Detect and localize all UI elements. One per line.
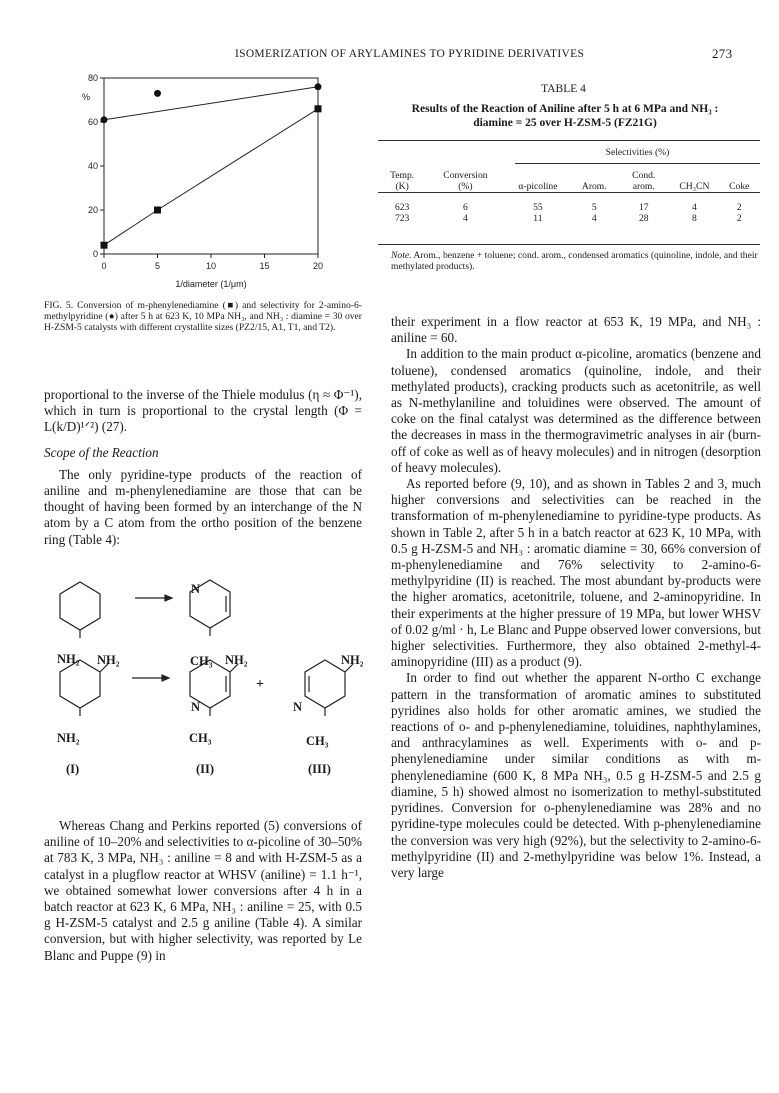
table-4-header-cell: Cond. <box>632 170 656 181</box>
table-4-header-cell: CH₃CN <box>679 181 710 192</box>
table-4-selectivities-header: Selectivities (%) <box>605 147 670 158</box>
compound-number-i: (I) <box>66 762 80 776</box>
chem-label-nh2: NH₂ <box>97 653 120 667</box>
table-4-header-row-2 <box>378 181 760 193</box>
page-number: 273 <box>712 46 733 61</box>
table-4-header-cell <box>505 170 572 181</box>
table-cell: 4 <box>691 202 697 213</box>
y-tick-label: 40 <box>87 161 98 171</box>
figure-caption: FIG. 5. Conversion of m-phenylenediamine (■) and selectivity for 2-amino-6-methylpyridine (●) after 5 h at 623 K, 10 MPa NH₃, and NH₃ : diamine = 30 over H-ZSM-5 catalysts with different crystallite sizes (PZ2/15, A1, T1, and T2). <box>44 300 362 333</box>
chem-label-ch3: CH₃ <box>306 734 329 748</box>
paragraph: The only pyridine-type products of the reaction of aniline and m-phenylenediamine are those that can be thought of having been formed by an interchange of the N atom by a C atom from the ortho position of the benzene ring (Table 4): <box>44 466 362 547</box>
section-heading: Scope of the Reaction <box>44 444 159 460</box>
table-row <box>378 202 760 213</box>
table-4-header-cell: Arom. <box>581 181 607 192</box>
table-4-note <box>391 250 761 272</box>
table-4-label: TABLE 4 <box>541 83 586 95</box>
chem-label-nh2: NH₂ <box>225 653 248 667</box>
table-4-note-label: Note. <box>391 250 412 261</box>
table-4-rule-top <box>378 140 760 141</box>
table-4-header-cell: (K) <box>395 181 409 192</box>
x-tick-label: 15 <box>259 261 270 271</box>
figure-5-chart <box>70 70 360 300</box>
x-tick-label: 20 <box>312 261 324 271</box>
y-axis-label: % <box>81 92 91 102</box>
x-tick-label: 5 <box>154 261 161 271</box>
table-4-header-cell: Conversion <box>443 170 488 181</box>
conversion-series-line <box>104 109 318 245</box>
chem-label-nh2: NH₂ <box>57 652 80 666</box>
table-cell: 8 <box>691 213 697 224</box>
selectivity-series-line <box>104 87 318 120</box>
conversion-point <box>101 242 108 249</box>
table-4-title: Results of the Reaction of Aniline after 5 h at 6 MPa and NH₃ : diamine = 25 over H-ZSM-5 (FZ21G) <box>411 103 719 129</box>
table-4 <box>378 170 760 224</box>
paragraph: In addition to the main product α-picoline, aromatics (benzene and toluene), condensed aromatics (quinoline, indole, and their methylated products), cracking products such as acetonitrile, as well as N-methylaniline and toluidines were observed. The amount of coke on the final catalyst was determined as the difference between the decreases in mass in the thermogravimetric analyses in air (burn-off of coke as well as of heavy molecules) and in nitrogen (desorption of heavy molecules). <box>391 346 761 475</box>
chem-label-n: N <box>293 700 303 714</box>
conversion-point <box>154 207 161 214</box>
paragraph: As reported before (9, 10), and as shown in Tables 2 and 3, much higher conversions and selectivities can be reached in the transformation of m-phenylenediamine to pyridine-type products. As shown in Table 2, after 5 h in a batch reactor at 623 K, 10 MPa, with 0.5 g H-ZSM-5 and NH₃ : aromatic diamine = 30, 66% conversion of m-phenylenediamine and 76% selectivity to 2-amino-6-methylpyridine (II) is reached. The most abundant by-products were the higher aromatics, acetonitrile, toluene, and 2-aminopyridine. In their experiments at the higher pressure of 19 MPa, but lower WHSV of 0.02 g/ml · h, Le Blanc and Puppe observed lower conversions, but higher selectivities. Furthermore, they also obtained 2-methyl-4-aminopyridine (III) as a product (9). <box>391 476 761 670</box>
table-4-rule-bottom <box>378 244 760 245</box>
chem-label-n: N <box>191 700 201 714</box>
y-tick-label: 0 <box>92 249 98 259</box>
table-cell: 2 <box>736 213 742 224</box>
compound-number-ii: (II) <box>196 762 215 776</box>
paragraph: In order to find out whether the apparent N-ortho C exchange pattern in the transformation of aromatic amines to substituted pyridines also holds for other aromatic amines, we studied the reactions of o- and p-phenylenediamine, toluidines, naphthylamines, and anthracylamines as well. Experiments with o- and p-phenylenediamine under similar conditions as with m-phenylenediamine (600 K, 8 MPa NH₃, 0.5 g H-ZSM-5 and 2.5 g diamine, 5 h) showed almost no isomerization to methyl-substituted pyridines. Conversion for o-phenylenediamine was 28% and no pyridine-type molecules could be detected. With p-phenylenediamine the conversion was very high (92%), but the selectivity to 2-amino-6-methylpyridine (II) and 2-methylpyridine was below 1%. Instead, a very large <box>391 670 761 880</box>
paragraph: their experiment in a flow reactor at 653 K, 19 MPa, and NH₃ : aniline = 60. <box>391 314 761 346</box>
x-tick-label: 10 <box>205 261 217 271</box>
chem-label-ch3: CH₃ <box>189 731 212 745</box>
right-column <box>391 314 761 881</box>
running-header-title: ISOMERIZATION OF ARYLAMINES TO PYRIDINE DERIVATIVES <box>235 48 585 60</box>
table-4-header-row-1 <box>378 170 760 181</box>
table-4-header-cell: α-picoline <box>518 181 558 192</box>
table-4-rule-sel <box>515 163 760 164</box>
left-column-upper <box>44 387 362 548</box>
table-cell: 11 <box>533 213 543 224</box>
table-cell: 4 <box>591 213 597 224</box>
table-cell: 723 <box>394 213 410 224</box>
selectivity-point <box>101 116 108 123</box>
chem-label-nh2: NH₂ <box>341 653 364 667</box>
table-cell: 5 <box>591 202 597 213</box>
table-4-header-cell: Temp. <box>390 170 415 181</box>
table-cell: 17 <box>638 202 649 213</box>
table-cell: 55 <box>533 202 543 213</box>
selectivity-point <box>315 83 322 90</box>
table-cell: 6 <box>463 202 468 213</box>
table-row <box>378 213 760 224</box>
table-4-header-cell: Coke <box>729 181 750 192</box>
table-cell: 4 <box>463 213 468 224</box>
y-tick-label: 20 <box>87 205 98 215</box>
pyridine-ring <box>305 660 345 708</box>
left-column-lower <box>44 818 362 964</box>
table-4-note-text: Arom., benzene + toluene; cond. arom., condensed aromatics (quinoline, indole, and their methylated products). <box>391 250 758 272</box>
compound-number-iii: (III) <box>308 762 331 776</box>
plot-frame <box>104 78 318 254</box>
selectivity-point <box>154 90 161 97</box>
x-axis-label: 1/diameter (1/μm) <box>175 279 247 289</box>
table-4-header-cell: arom. <box>632 181 655 192</box>
table-4-header-cell <box>571 170 617 181</box>
y-tick-label: 80 <box>87 73 98 83</box>
y-tick-label: 60 <box>87 117 98 127</box>
chem-label-n: N <box>191 582 201 596</box>
table-4-header-cell <box>719 170 760 181</box>
table-cell: 623 <box>394 202 410 213</box>
chem-plus: + <box>256 677 264 692</box>
chem-label-ch3: CH₃ <box>190 654 213 668</box>
benzene-ring <box>60 582 100 630</box>
table-4-header-cell <box>670 170 718 181</box>
x-tick-label: 0 <box>101 261 107 271</box>
paragraph: proportional to the inverse of the Thiele modulus (η ≈ Φ⁻¹), which in turn is proportional to the crystal length (Φ = L(k/D)¹ᐟ²) (27). <box>44 387 362 435</box>
conversion-point <box>315 105 322 112</box>
chem-label-nh2: NH₂ <box>57 731 80 745</box>
table-4-header-cell: (%) <box>458 181 473 192</box>
paragraph: Whereas Chang and Perkins reported (5) conversions of aniline of 10–20% and selectivities to α-picoline of 30–50% at 783 K, 3 MPa, NH₃ : aniline = 8 and with H-ZSM-5 as a catalyst in a plugflow reactor at WHSV (aniline) = 1.1 h⁻¹, we obtained somewhat lower conversions after 4 h in a batch reactor at 623 K, 6 MPa, NH₃ : aniline = 25, with 0.5 g H-ZSM-5 catalyst and 2.5 g aniline (Table 4). A similar conversion, but with higher selectivity, was reported by Le Blanc and Puppe (9) in <box>44 818 362 963</box>
table-cell: 28 <box>638 213 649 224</box>
benzene-ring <box>60 660 100 708</box>
table-cell: 2 <box>736 202 742 213</box>
